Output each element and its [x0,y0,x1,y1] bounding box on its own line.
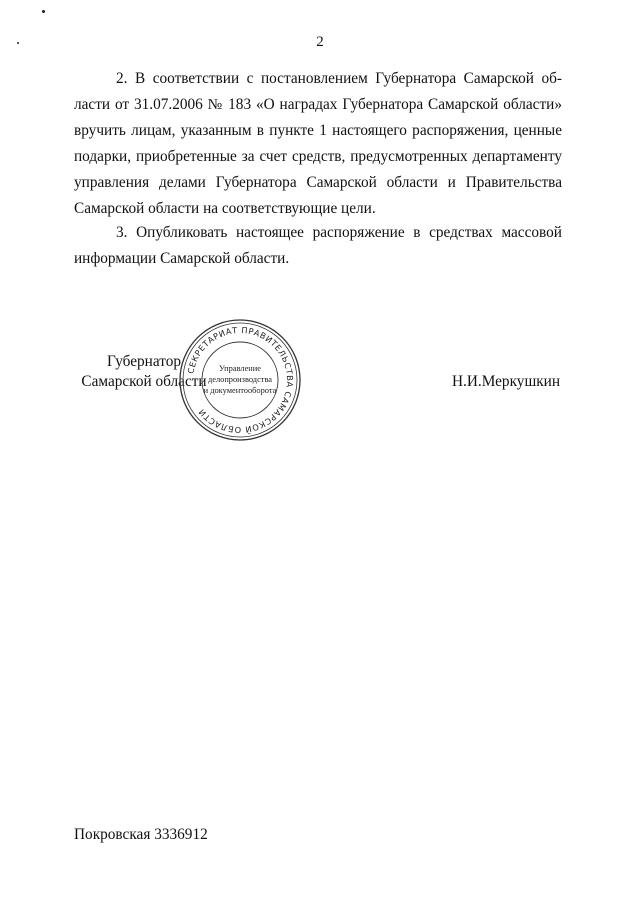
paragraph-line: управления делами Губернатора Самарской области и Правительства [74,174,562,191]
paragraph-line: вручить лицам, указанным в пункте 1 настоящего распоряжения, ценные [74,122,562,139]
signature-title-line: Губернатор [106,353,182,370]
paragraph-line: подарки, приобретенные за счет средств, предусмотренных департаменту [74,148,562,165]
stamp-center-line: Управление [218,364,262,373]
stamp-center-line: делопроизводства [207,375,273,384]
paragraph-line: Самарской области на соответствующие цели. [74,200,376,217]
official-stamp [178,318,302,442]
paragraph-3 [74,220,562,272]
paragraph-line: информации Самарской области. [74,250,290,267]
stamp-center-line: и документооборота [203,386,277,395]
paragraph-2 [74,66,562,222]
paragraph-line: ласти от 31.07.2006 № 183 «О наградах Губернатора Самарской области» [74,96,562,113]
signature-title-line: Самарской области [81,373,207,390]
stamp-ring-text-path: СЕКРЕТАРИАТ ПРАВИТЕЛЬСТВА САМАРСКОЙ ОБЛАСТИ [185,324,296,436]
signatory-name: Н.И.Меркушкин [452,373,561,390]
paragraph-line: 2. В соответствии с постановлением Губернатора Самарской об- [116,70,562,87]
paragraph-line: 3. Опубликовать настоящее распоряжение в средствах массовой [116,224,562,241]
executor-contact: Покровская 3336912 [74,826,208,843]
scan-speck [42,10,45,13]
page-number: 2 [316,34,324,50]
